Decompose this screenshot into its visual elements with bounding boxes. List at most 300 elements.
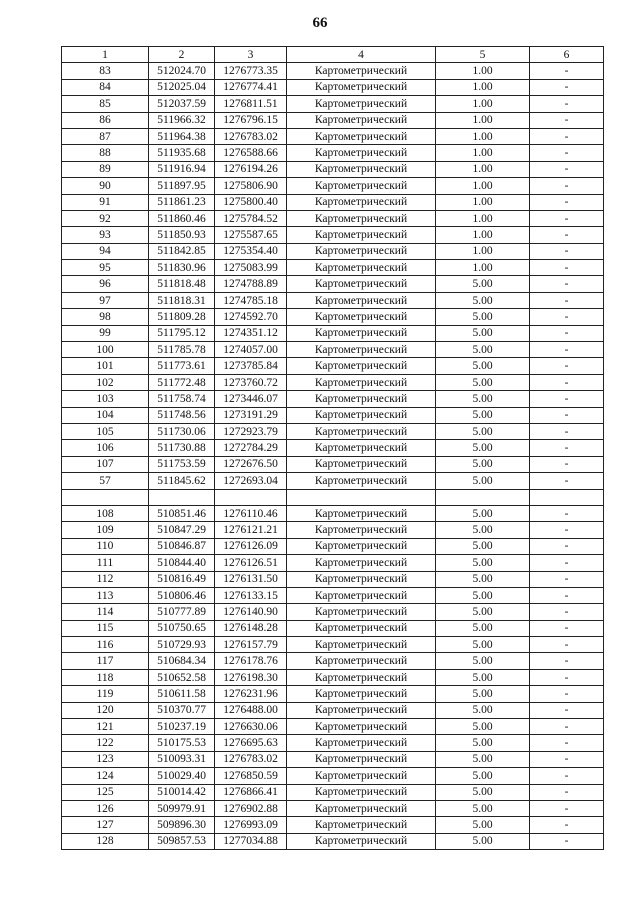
table-row <box>62 407 604 423</box>
point-number-cell: 115 <box>62 620 149 636</box>
note-cell: - <box>530 325 604 341</box>
table-row <box>62 358 604 374</box>
note-cell: - <box>530 128 604 144</box>
point-number-cell: 123 <box>62 751 149 767</box>
x-coordinate-cell: 510175.53 <box>149 735 215 751</box>
table-row <box>62 833 604 849</box>
column-header: 4 <box>287 47 436 63</box>
accuracy-cell: 1.00 <box>436 243 530 259</box>
point-number-cell: 103 <box>62 391 149 407</box>
y-coordinate-cell: 1275083.99 <box>215 260 287 276</box>
y-coordinate-cell: 1276796.15 <box>215 112 287 128</box>
accuracy-cell: 5.00 <box>436 587 530 603</box>
note-cell: - <box>530 620 604 636</box>
column-header: 5 <box>436 47 530 63</box>
y-coordinate-cell: 1275354.40 <box>215 243 287 259</box>
table-row <box>62 391 604 407</box>
accuracy-cell: 5.00 <box>436 817 530 833</box>
point-number-cell: 98 <box>62 309 149 325</box>
point-number-cell: 125 <box>62 784 149 800</box>
method-cell: Картометрический <box>287 391 436 407</box>
y-coordinate-cell: 1273760.72 <box>215 374 287 390</box>
point-number-cell: 121 <box>62 719 149 735</box>
table-row <box>62 79 604 95</box>
table-row <box>62 178 604 194</box>
point-number-cell: 87 <box>62 128 149 144</box>
accuracy-cell: 1.00 <box>436 112 530 128</box>
point-number-cell: 110 <box>62 538 149 554</box>
y-coordinate-cell: 1276110.46 <box>215 505 287 521</box>
accuracy-cell: 5.00 <box>436 391 530 407</box>
note-cell: - <box>530 243 604 259</box>
method-cell: Картометрический <box>287 194 436 210</box>
x-coordinate-cell: 510093.31 <box>149 751 215 767</box>
accuracy-cell: 5.00 <box>436 276 530 292</box>
table-row <box>62 669 604 685</box>
accuracy-cell: 5.00 <box>436 833 530 849</box>
note-cell: - <box>530 423 604 439</box>
point-number-cell: 88 <box>62 145 149 161</box>
point-number-cell: 91 <box>62 194 149 210</box>
y-coordinate-cell: 1276157.79 <box>215 637 287 653</box>
note-cell: - <box>530 637 604 653</box>
x-coordinate-cell: 510851.46 <box>149 505 215 521</box>
point-number-cell: 119 <box>62 686 149 702</box>
point-number-cell: 85 <box>62 96 149 112</box>
method-cell: Картометрический <box>287 817 436 833</box>
accuracy-cell <box>436 489 530 505</box>
note-cell: - <box>530 63 604 79</box>
table-row <box>62 817 604 833</box>
accuracy-cell: 5.00 <box>436 637 530 653</box>
table-row <box>62 522 604 538</box>
note-cell: - <box>530 604 604 620</box>
point-number-cell: 124 <box>62 768 149 784</box>
y-coordinate-cell: 1276194.26 <box>215 161 287 177</box>
table-body <box>62 47 604 850</box>
note-cell: - <box>530 145 604 161</box>
accuracy-cell: 5.00 <box>436 309 530 325</box>
point-number-cell: 100 <box>62 342 149 358</box>
accuracy-cell: 5.00 <box>436 374 530 390</box>
column-header: 3 <box>215 47 287 63</box>
point-number-cell: 86 <box>62 112 149 128</box>
y-coordinate-cell: 1275800.40 <box>215 194 287 210</box>
coordinates-table <box>61 46 604 850</box>
method-cell: Картометрический <box>287 161 436 177</box>
y-coordinate-cell: 1276783.02 <box>215 128 287 144</box>
y-coordinate-cell: 1276630.06 <box>215 719 287 735</box>
point-number-cell: 117 <box>62 653 149 669</box>
y-coordinate-cell: 1275806.90 <box>215 178 287 194</box>
table-row <box>62 456 604 472</box>
point-number-cell: 108 <box>62 505 149 521</box>
method-cell: Картометрический <box>287 833 436 849</box>
table-row <box>62 309 604 325</box>
y-coordinate-cell: 1273446.07 <box>215 391 287 407</box>
y-coordinate-cell: 1276773.35 <box>215 63 287 79</box>
point-number-cell: 102 <box>62 374 149 390</box>
y-coordinate-cell: 1272676.50 <box>215 456 287 472</box>
point-number-cell: 127 <box>62 817 149 833</box>
point-number-cell: 122 <box>62 735 149 751</box>
table-row <box>62 505 604 521</box>
y-coordinate-cell: 1276126.09 <box>215 538 287 554</box>
accuracy-cell: 5.00 <box>436 604 530 620</box>
method-cell: Картометрический <box>287 325 436 341</box>
method-cell: Картометрический <box>287 637 436 653</box>
x-coordinate-cell: 510847.29 <box>149 522 215 538</box>
accuracy-cell: 5.00 <box>436 751 530 767</box>
note-cell: - <box>530 571 604 587</box>
accuracy-cell: 5.00 <box>436 702 530 718</box>
table-row <box>62 96 604 112</box>
x-coordinate-cell: 509896.30 <box>149 817 215 833</box>
note-cell: - <box>530 719 604 735</box>
method-cell: Картометрический <box>287 440 436 456</box>
table-row <box>62 555 604 571</box>
y-coordinate-cell: 1274592.70 <box>215 309 287 325</box>
y-coordinate-cell: 1276140.90 <box>215 604 287 620</box>
table-row <box>62 686 604 702</box>
note-cell <box>530 489 604 505</box>
method-cell: Картометрический <box>287 145 436 161</box>
note-cell: - <box>530 161 604 177</box>
note-cell: - <box>530 473 604 489</box>
note-cell: - <box>530 768 604 784</box>
accuracy-cell: 1.00 <box>436 260 530 276</box>
method-cell: Картометрический <box>287 505 436 521</box>
point-number-cell: 104 <box>62 407 149 423</box>
point-number-cell: 93 <box>62 227 149 243</box>
method-cell: Картометрический <box>287 63 436 79</box>
y-coordinate-cell: 1276126.51 <box>215 555 287 571</box>
y-coordinate-cell: 1273785.84 <box>215 358 287 374</box>
accuracy-cell: 5.00 <box>436 719 530 735</box>
note-cell: - <box>530 227 604 243</box>
method-cell: Картометрический <box>287 407 436 423</box>
method-cell: Картометрический <box>287 260 436 276</box>
point-number-cell: 107 <box>62 456 149 472</box>
note-cell: - <box>530 374 604 390</box>
x-coordinate-cell: 510652.58 <box>149 669 215 685</box>
method-cell: Картометрический <box>287 374 436 390</box>
note-cell: - <box>530 79 604 95</box>
y-coordinate-cell: 1272923.79 <box>215 423 287 439</box>
point-number-cell: 120 <box>62 702 149 718</box>
table-row <box>62 604 604 620</box>
x-coordinate-cell: 512024.70 <box>149 63 215 79</box>
accuracy-cell: 1.00 <box>436 128 530 144</box>
table-row <box>62 440 604 456</box>
method-cell: Картометрический <box>287 768 436 784</box>
method-cell: Картометрический <box>287 358 436 374</box>
accuracy-cell: 5.00 <box>436 473 530 489</box>
note-cell: - <box>530 358 604 374</box>
note-cell: - <box>530 800 604 816</box>
table-row <box>62 768 604 784</box>
note-cell: - <box>530 309 604 325</box>
accuracy-cell: 1.00 <box>436 161 530 177</box>
y-coordinate-cell: 1276774.41 <box>215 79 287 95</box>
point-number-cell: 83 <box>62 63 149 79</box>
method-cell: Картометрический <box>287 423 436 439</box>
x-coordinate-cell: 511772.48 <box>149 374 215 390</box>
point-number-cell: 128 <box>62 833 149 849</box>
note-cell: - <box>530 669 604 685</box>
method-cell: Картометрический <box>287 128 436 144</box>
point-number-cell: 114 <box>62 604 149 620</box>
table-row <box>62 325 604 341</box>
method-cell: Картометрический <box>287 112 436 128</box>
x-coordinate-cell: 511818.31 <box>149 292 215 308</box>
table-row <box>62 194 604 210</box>
accuracy-cell: 1.00 <box>436 79 530 95</box>
x-coordinate-cell: 510846.87 <box>149 538 215 554</box>
accuracy-cell: 5.00 <box>436 522 530 538</box>
point-number-cell: 126 <box>62 800 149 816</box>
y-coordinate-cell: 1274788.89 <box>215 276 287 292</box>
table-row <box>62 800 604 816</box>
y-coordinate-cell: 1276866.41 <box>215 784 287 800</box>
accuracy-cell: 1.00 <box>436 194 530 210</box>
table-row <box>62 276 604 292</box>
table-row <box>62 112 604 128</box>
point-number-cell: 118 <box>62 669 149 685</box>
method-cell: Картометрический <box>287 178 436 194</box>
point-number-cell: 89 <box>62 161 149 177</box>
y-coordinate-cell: 1276993.09 <box>215 817 287 833</box>
method-cell: Картометрический <box>287 669 436 685</box>
y-coordinate-cell: 1274057.00 <box>215 342 287 358</box>
note-cell: - <box>530 522 604 538</box>
column-header: 2 <box>149 47 215 63</box>
note-cell: - <box>530 260 604 276</box>
x-coordinate-cell: 510684.34 <box>149 653 215 669</box>
table-header-row <box>62 47 604 63</box>
x-coordinate-cell: 509857.53 <box>149 833 215 849</box>
x-coordinate-cell: 510750.65 <box>149 620 215 636</box>
accuracy-cell: 1.00 <box>436 96 530 112</box>
method-cell: Картометрический <box>287 96 436 112</box>
table-row <box>62 735 604 751</box>
note-cell: - <box>530 292 604 308</box>
table-row <box>62 260 604 276</box>
x-coordinate-cell: 510844.40 <box>149 555 215 571</box>
note-cell: - <box>530 276 604 292</box>
accuracy-cell: 5.00 <box>436 768 530 784</box>
table-row <box>62 63 604 79</box>
method-cell: Картометрический <box>287 653 436 669</box>
y-coordinate-cell: 1276850.59 <box>215 768 287 784</box>
point-number-cell: 101 <box>62 358 149 374</box>
accuracy-cell: 5.00 <box>436 538 530 554</box>
x-coordinate-cell: 511845.62 <box>149 473 215 489</box>
note-cell: - <box>530 210 604 226</box>
x-coordinate-cell: 511748.56 <box>149 407 215 423</box>
note-cell: - <box>530 342 604 358</box>
table-row <box>62 473 604 489</box>
accuracy-cell: 5.00 <box>436 423 530 439</box>
y-coordinate-cell <box>215 489 287 505</box>
x-coordinate-cell: 509979.91 <box>149 800 215 816</box>
y-coordinate-cell: 1274785.18 <box>215 292 287 308</box>
accuracy-cell: 5.00 <box>436 292 530 308</box>
accuracy-cell: 5.00 <box>436 653 530 669</box>
x-coordinate-cell: 511935.68 <box>149 145 215 161</box>
y-coordinate-cell: 1274351.12 <box>215 325 287 341</box>
note-cell: - <box>530 178 604 194</box>
y-coordinate-cell: 1272784.29 <box>215 440 287 456</box>
method-cell: Картометрический <box>287 473 436 489</box>
x-coordinate-cell: 510611.58 <box>149 686 215 702</box>
accuracy-cell: 1.00 <box>436 227 530 243</box>
method-cell: Картометрический <box>287 719 436 735</box>
note-cell: - <box>530 653 604 669</box>
method-cell: Картометрический <box>287 587 436 603</box>
y-coordinate-cell: 1272693.04 <box>215 473 287 489</box>
method-cell: Картометрический <box>287 702 436 718</box>
y-coordinate-cell: 1277034.88 <box>215 833 287 849</box>
y-coordinate-cell: 1276148.28 <box>215 620 287 636</box>
y-coordinate-cell: 1275784.52 <box>215 210 287 226</box>
method-cell: Картометрический <box>287 555 436 571</box>
table-row <box>62 145 604 161</box>
x-coordinate-cell: 510729.93 <box>149 637 215 653</box>
accuracy-cell: 5.00 <box>436 555 530 571</box>
point-number-cell: 97 <box>62 292 149 308</box>
point-number-cell: 94 <box>62 243 149 259</box>
accuracy-cell: 1.00 <box>436 210 530 226</box>
x-coordinate-cell: 511730.88 <box>149 440 215 456</box>
method-cell: Картометрический <box>287 686 436 702</box>
accuracy-cell: 5.00 <box>436 686 530 702</box>
point-number-cell: 106 <box>62 440 149 456</box>
accuracy-cell: 5.00 <box>436 358 530 374</box>
y-coordinate-cell: 1275587.65 <box>215 227 287 243</box>
y-coordinate-cell: 1276133.15 <box>215 587 287 603</box>
point-number-cell: 95 <box>62 260 149 276</box>
x-coordinate-cell: 511809.28 <box>149 309 215 325</box>
y-coordinate-cell: 1276588.66 <box>215 145 287 161</box>
table-row <box>62 702 604 718</box>
point-number-cell: 116 <box>62 637 149 653</box>
y-coordinate-cell: 1276783.02 <box>215 751 287 767</box>
y-coordinate-cell: 1276811.51 <box>215 96 287 112</box>
x-coordinate-cell: 511964.38 <box>149 128 215 144</box>
x-coordinate-cell: 511850.93 <box>149 227 215 243</box>
x-coordinate-cell: 512025.04 <box>149 79 215 95</box>
method-cell: Картометрический <box>287 227 436 243</box>
note-cell: - <box>530 456 604 472</box>
point-number-cell: 105 <box>62 423 149 439</box>
accuracy-cell: 5.00 <box>436 456 530 472</box>
method-cell: Картометрический <box>287 800 436 816</box>
accuracy-cell: 5.00 <box>436 407 530 423</box>
y-coordinate-cell: 1276121.21 <box>215 522 287 538</box>
note-cell: - <box>530 407 604 423</box>
table-row <box>62 587 604 603</box>
table-row <box>62 489 604 505</box>
point-number-cell: 99 <box>62 325 149 341</box>
table-row <box>62 719 604 735</box>
x-coordinate-cell: 510816.49 <box>149 571 215 587</box>
table-row <box>62 538 604 554</box>
point-number-cell: 92 <box>62 210 149 226</box>
column-header: 6 <box>530 47 604 63</box>
note-cell: - <box>530 817 604 833</box>
point-number-cell: 57 <box>62 473 149 489</box>
accuracy-cell: 5.00 <box>436 800 530 816</box>
note-cell: - <box>530 686 604 702</box>
note-cell: - <box>530 391 604 407</box>
note-cell: - <box>530 505 604 521</box>
x-coordinate-cell: 511830.96 <box>149 260 215 276</box>
table-row <box>62 571 604 587</box>
x-coordinate-cell: 511897.95 <box>149 178 215 194</box>
table-row <box>62 128 604 144</box>
x-coordinate-cell: 511861.23 <box>149 194 215 210</box>
table-row <box>62 784 604 800</box>
x-coordinate-cell: 512037.59 <box>149 96 215 112</box>
x-coordinate-cell: 511818.48 <box>149 276 215 292</box>
accuracy-cell: 1.00 <box>436 145 530 161</box>
x-coordinate-cell: 510806.46 <box>149 587 215 603</box>
table-row <box>62 210 604 226</box>
accuracy-cell: 5.00 <box>436 735 530 751</box>
method-cell: Картометрический <box>287 292 436 308</box>
table-row <box>62 342 604 358</box>
point-number-cell: 90 <box>62 178 149 194</box>
page-number: 66 <box>312 15 328 31</box>
method-cell: Картометрический <box>287 751 436 767</box>
note-cell: - <box>530 784 604 800</box>
method-cell: Картометрический <box>287 571 436 587</box>
note-cell: - <box>530 587 604 603</box>
x-coordinate-cell: 511916.94 <box>149 161 215 177</box>
method-cell: Картометрический <box>287 784 436 800</box>
note-cell: - <box>530 555 604 571</box>
method-cell: Картометрический <box>287 79 436 95</box>
table-row <box>62 374 604 390</box>
table-row <box>62 653 604 669</box>
table-row <box>62 637 604 653</box>
x-coordinate-cell: 511773.61 <box>149 358 215 374</box>
y-coordinate-cell: 1276695.63 <box>215 735 287 751</box>
method-cell: Картометрический <box>287 309 436 325</box>
note-cell: - <box>530 702 604 718</box>
x-coordinate-cell: 511730.06 <box>149 423 215 439</box>
accuracy-cell: 5.00 <box>436 505 530 521</box>
y-coordinate-cell: 1276902.88 <box>215 800 287 816</box>
x-coordinate-cell: 510014.42 <box>149 784 215 800</box>
accuracy-cell: 5.00 <box>436 342 530 358</box>
x-coordinate-cell: 511860.46 <box>149 210 215 226</box>
x-coordinate-cell: 511753.59 <box>149 456 215 472</box>
accuracy-cell: 1.00 <box>436 63 530 79</box>
method-cell: Картометрический <box>287 735 436 751</box>
table-row <box>62 227 604 243</box>
point-number-cell: 113 <box>62 587 149 603</box>
table-row <box>62 161 604 177</box>
y-coordinate-cell: 1276231.96 <box>215 686 287 702</box>
accuracy-cell: 5.00 <box>436 325 530 341</box>
point-number-cell: 111 <box>62 555 149 571</box>
table-row <box>62 423 604 439</box>
method-cell <box>287 489 436 505</box>
accuracy-cell: 1.00 <box>436 178 530 194</box>
x-coordinate-cell: 510237.19 <box>149 719 215 735</box>
